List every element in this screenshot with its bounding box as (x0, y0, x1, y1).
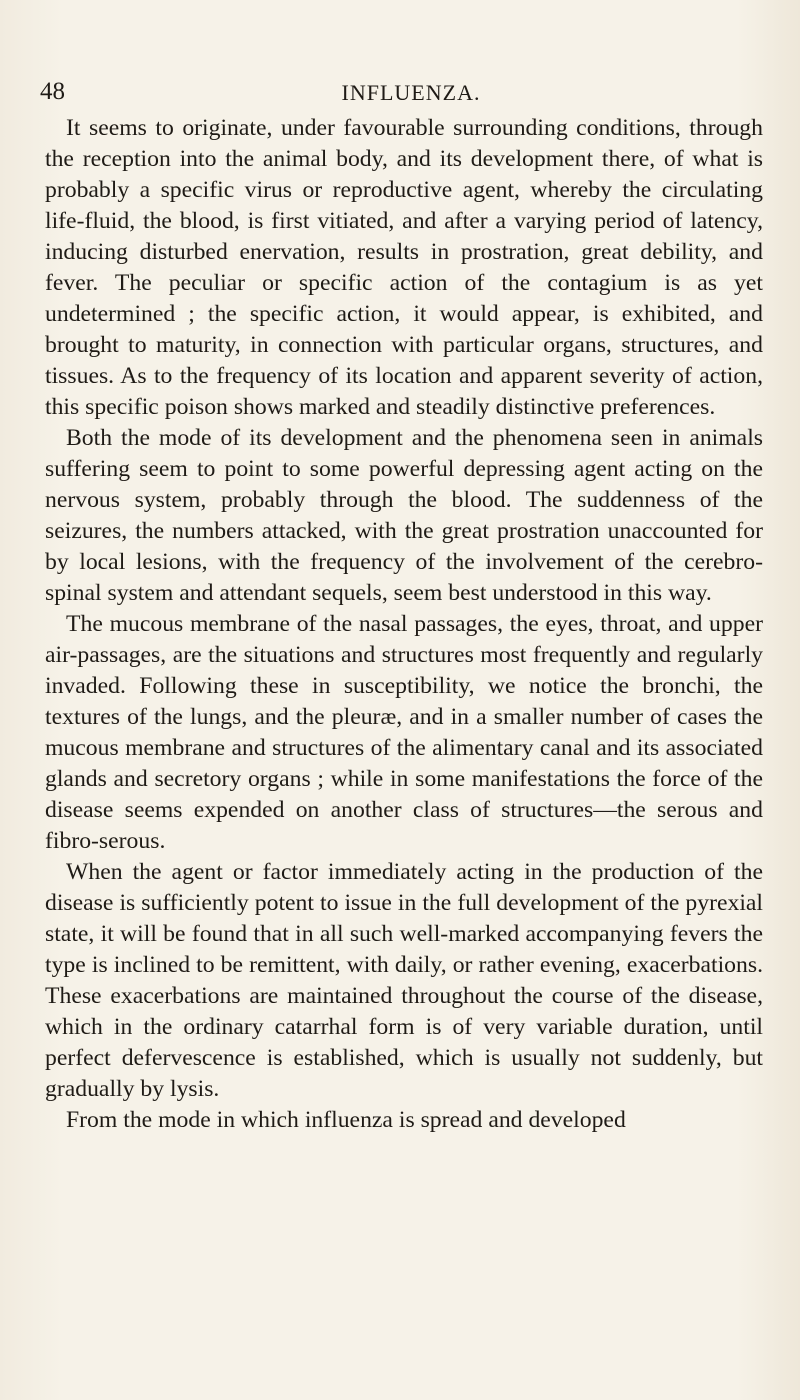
running-head: INFLUENZA. (341, 80, 481, 105)
page-header (40, 76, 760, 116)
body-text (45, 113, 763, 1136)
paragraph: When the agent or factor immediately acting in the production of the disease is sufficiently potent to issue in the full development of the pyrexial state, it will be found that in all such well-marked accompanying fevers the type is inclined to be remittent, with daily, or rather evening, exacerbations. These exacerbations are maintained throughout the course of the disease, which in the ordinary catarrhal form is of very variable duration, until perfect defervescence is established, which is usually not suddenly, but gradually by lysis. (45, 859, 763, 1102)
paragraph: Both the mode of its development and the phenomena seen in animals suffering seem to point to some powerful depressing agent acting on the nervous system, probably through the blood. The suddenness of the seizures, the numbers attacked, with the great prostration unaccounted for by local lesions, with the frequency of the involvement of the cerebro-spinal system and attendant sequels, seem best understood in this way. (45, 425, 763, 606)
paragraph: It seems to originate, under favourable surrounding conditions, through the reception into the animal body, and its development there, of what is probably a specific virus or reproductive agent, whereby the circulating life-fluid, the blood, is first vitiated, and after a varying period of latency, inducing disturbed enervation, results in prostration, great debility, and fever. The peculiar or specific action of the contagium is as yet undetermined ; the specific action, it would appear, is exhibited, and brought to maturity, in connection with particular organs, structures, and tissues. As to the frequency of its location and apparent severity of action, this specific poison shows marked and steadily distinctive preferences. (45, 115, 763, 420)
page-number: 48 (40, 78, 65, 105)
paragraph: The mucous membrane of the nasal passages, the eyes, throat, and upper air-passages, are the situations and structures most frequently and regularly invaded. Following these in susceptibility, we notice the bronchi, the textures of the lungs, and the pleuræ, and in a smaller number of cases the mucous membrane and structures of the alimentary canal and its associated glands and secretory organs ; while in some manifestations the force of the disease seems expended on another class of structures—the serous and fibro-serous. (45, 611, 763, 854)
paragraph: From the mode in which influenza is spread and developed (66, 1107, 626, 1133)
